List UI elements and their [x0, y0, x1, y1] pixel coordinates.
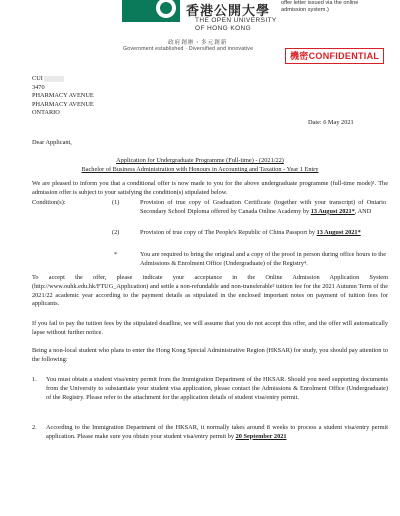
- recipient-name: CUI: [32, 75, 94, 84]
- condition-text: Provision of true copy of The People's Republic of China Passport by: [140, 229, 316, 236]
- condition-note: You are required to bring the original and a copy of the proof in person during office hours to the Admissions & Enrolment Office (Undergraduate) of the Registry⁴.: [140, 251, 386, 267]
- recipient-address: [32, 75, 94, 118]
- condition-number: (2): [112, 229, 120, 236]
- list-item-text: According to the Immigration Department of the HKSAR, it normally takes around 8 weeks to process a student visa/entry permit application. Please make sure you obtain your student visa/entry permit by: [46, 424, 388, 440]
- redaction-mark: [44, 76, 64, 82]
- salutation: Dear Applicant,: [32, 139, 72, 146]
- address-line: ONTARIO: [32, 109, 60, 117]
- visa-deadline: 20 September 2021: [235, 432, 287, 440]
- condition-item: [140, 199, 386, 217]
- top-note: [281, 0, 391, 14]
- top-note-line2: admission system.): [281, 7, 329, 13]
- condition-item: [140, 229, 386, 238]
- conditions-label: Condition(s):: [32, 199, 66, 206]
- letter-date: Date: 6 May 2021: [308, 119, 354, 126]
- intro-paragraph: We are pleased to inform you that a conditional offer is now made to you for the above undergraduate programme (full-time mode)¹. The admission offer is subject to your satisfying the condition(s) stipulated below.: [32, 180, 388, 196]
- address-line: 3470: [32, 83, 45, 91]
- condition-deadline: 13 August 2021*: [316, 229, 361, 236]
- condition-note-mark: *: [114, 251, 118, 258]
- confidential-stamp: 機密CONFIDENTIAL: [285, 48, 384, 64]
- university-name-english-line2: OF HONG KONG: [195, 25, 252, 32]
- lapse-paragraph: If you fail to pay the tuition fees by the stipulated deadline, we will assume that you do not accept this offer, and the offer will automatically lapse without further notice.: [32, 320, 388, 336]
- list-item: You must obtain a student visa/entry permit from the Immigration Department of the HKSAR. Should you need supporting documents from the University to substantiate your student visa application, please contact the Admissions & Enrolment Office (Undergraduate) of the Registry. Please refer to the attachment for the application details of student visa/entry permit.: [46, 376, 388, 401]
- university-name-chinese: 香港公開大學: [186, 4, 271, 19]
- tagline-english: Government established · Diversified and innovative: [123, 46, 254, 52]
- list-number: 1.: [32, 376, 37, 383]
- subject-line1: Application for Undergraduate Programme (Full-time) - (2021/22): [116, 157, 284, 164]
- condition-suffix: , AND: [354, 207, 372, 215]
- subject-line2: Bachelor of Business Administration with Honours in Accounting and Taxation - Year 1 Entry: [81, 166, 319, 173]
- university-logo-icon: [122, 0, 180, 22]
- tagline-chinese: 政府創辦・多元創新: [168, 40, 228, 46]
- list-item: [46, 424, 388, 442]
- university-name-english-line1: THE OPEN UNIVERSITY: [195, 17, 277, 24]
- condition-text: Provision of true copy of Graduation Certificate (together with your transcript) of Ontario Secondary School Diploma offered by Canada Online Academy by: [140, 199, 386, 215]
- list-number: 2.: [32, 424, 37, 431]
- acceptance-paragraph: To accept the offer, please indicate your acceptance in the Online Admission Application System (http://www.ouhk.edu.hk/FTUG_Application) and settle a non-refundable and non-transferable² tuition fee for the 2021 Autumn Term of the 2021/22 academic year according to the payment details as stipulated in the enclosed important notes on payment of tuition fees for applicants.: [32, 274, 388, 308]
- top-note-line1: offer letter issued via the online: [281, 0, 359, 6]
- address-line: PHARMACY AVENUE: [32, 100, 94, 108]
- condition-number: (1): [112, 199, 120, 206]
- address-line: PHARMACY AVENUE: [32, 92, 94, 100]
- condition-deadline: 13 August 2021*: [310, 207, 355, 215]
- non-local-paragraph: Being a non-local student who plans to enter the Hong Kong Special Administrative Region (HKSAR) for study, you should pay attention to the following:: [32, 347, 388, 363]
